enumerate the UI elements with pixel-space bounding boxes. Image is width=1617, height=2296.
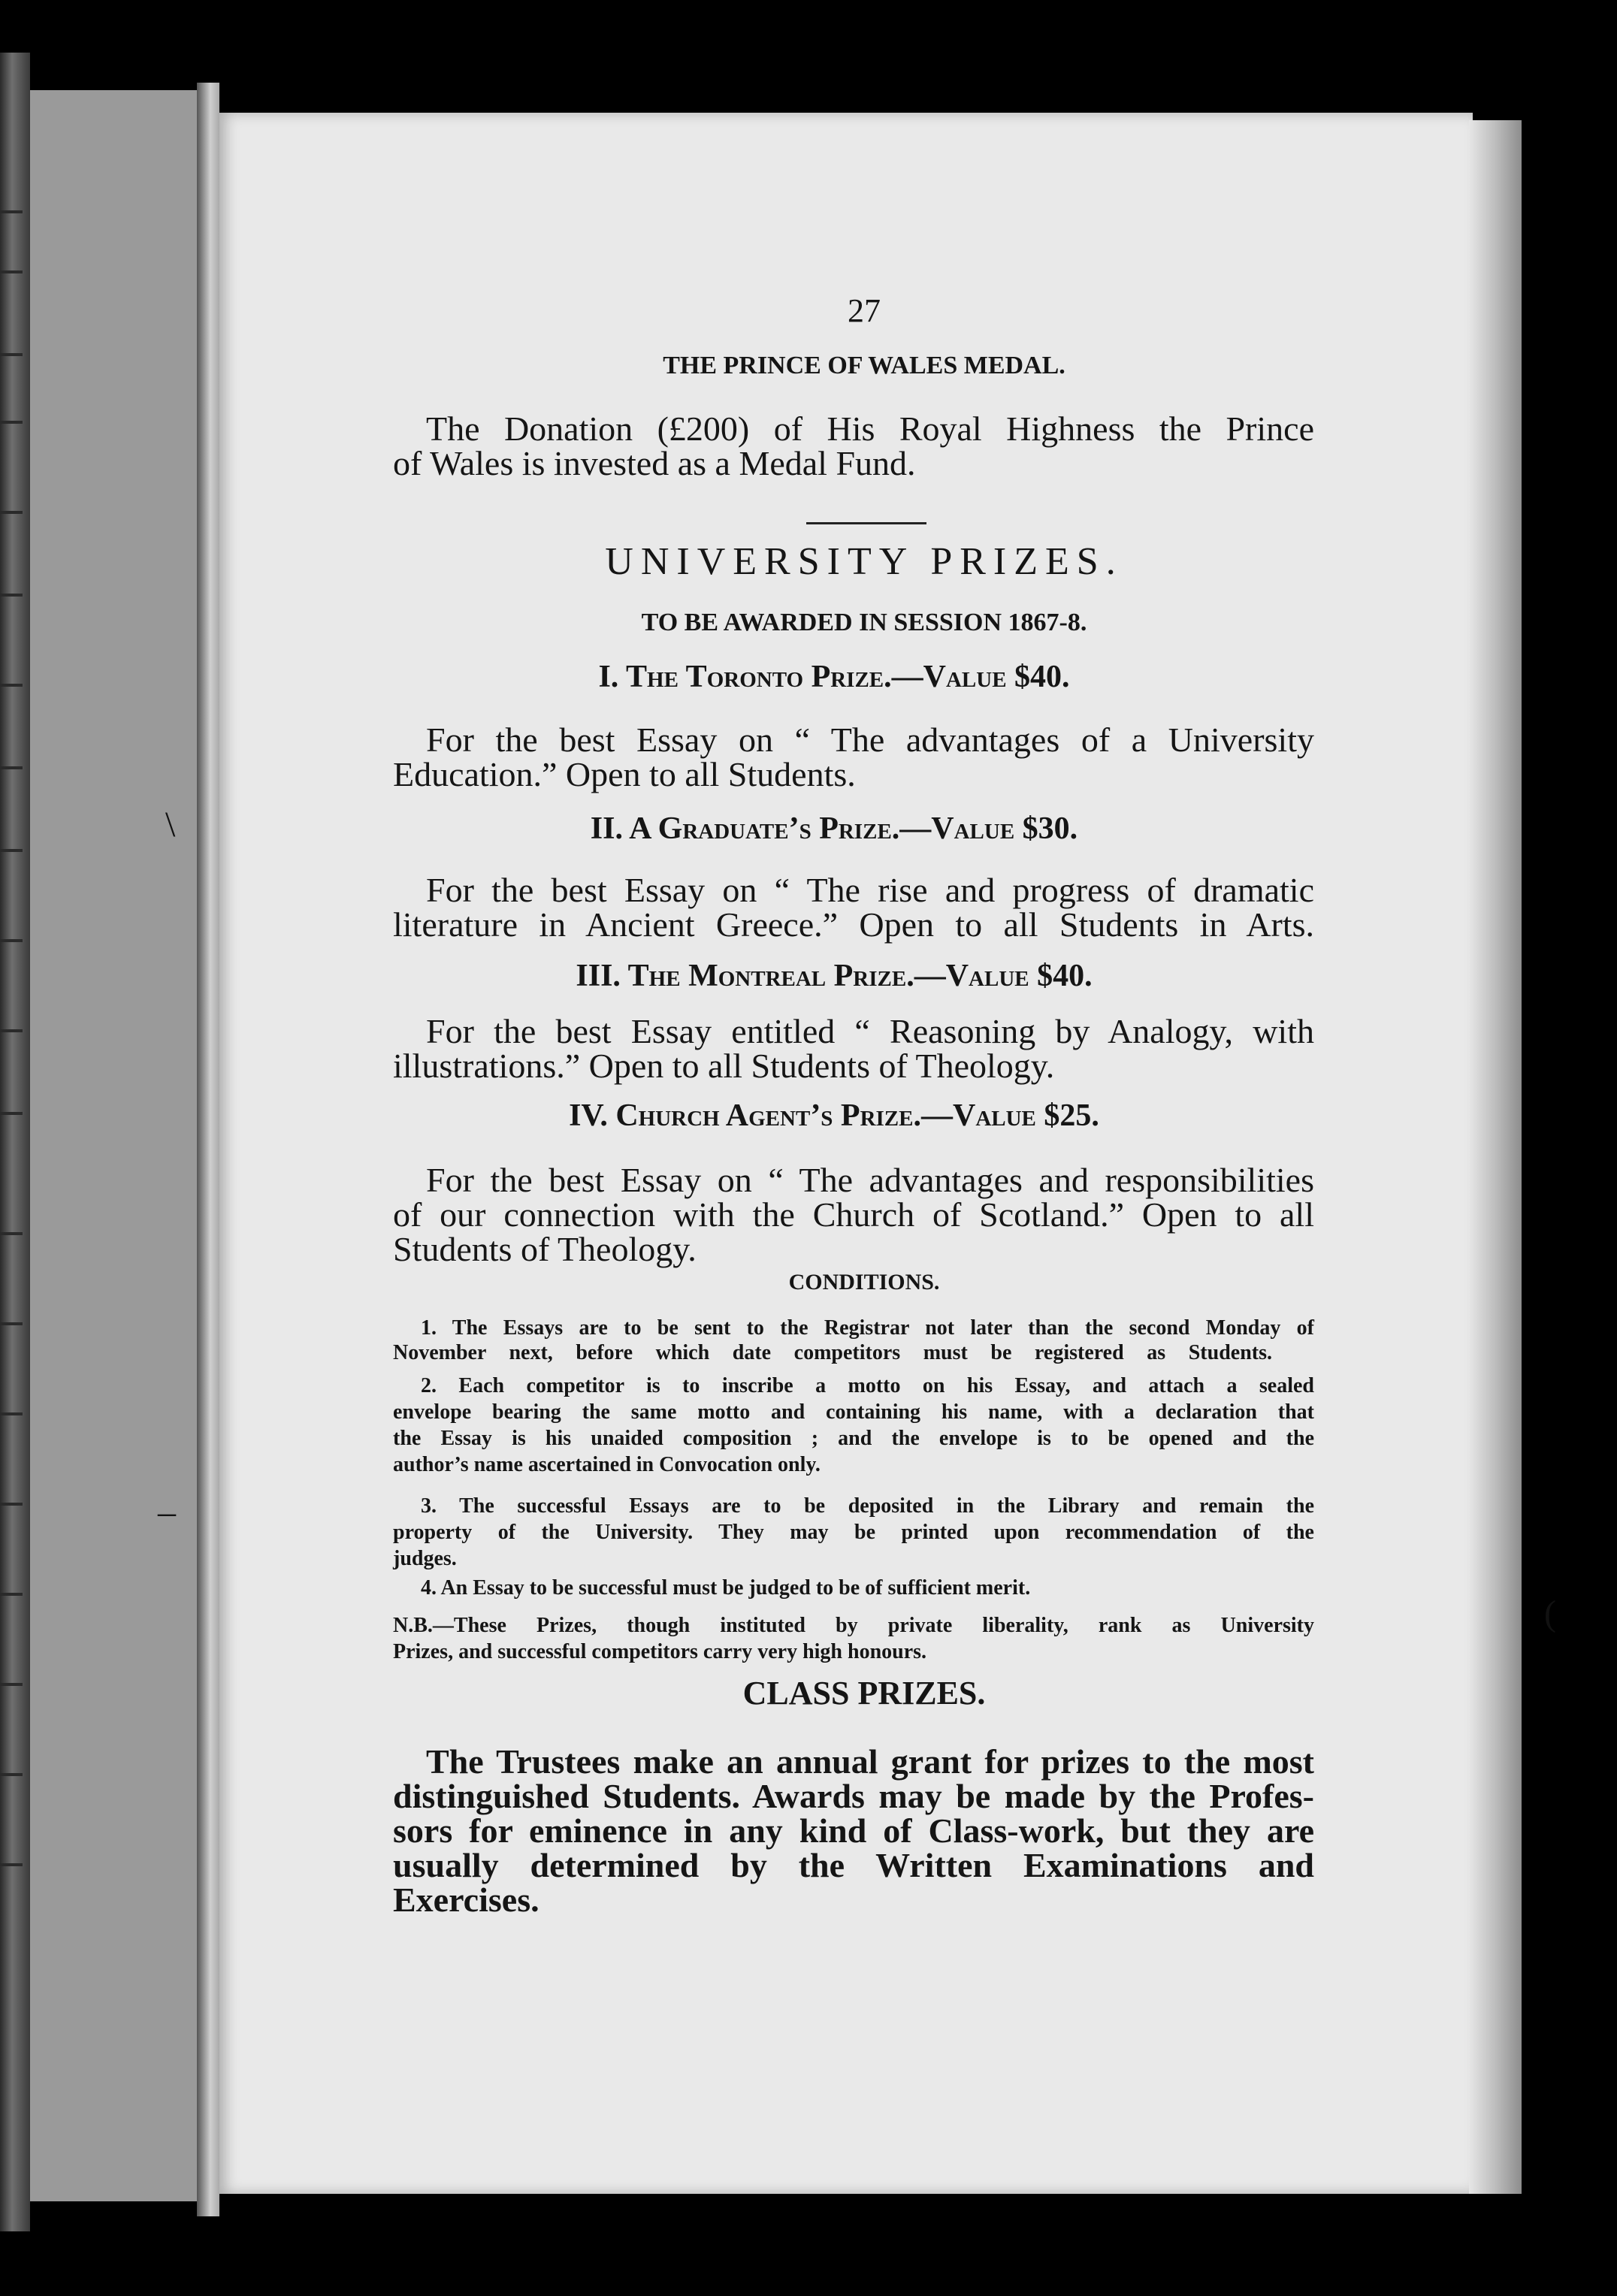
condition-line: author’s name ascertained in Convocation only. xyxy=(393,1453,821,1476)
condition-line: envelope bearing the same motto and containing his name, with a declaration that xyxy=(393,1400,1314,1424)
conditions-heading: CONDITIONS. xyxy=(788,1270,940,1295)
previous-page xyxy=(30,90,203,2201)
class-prizes-text-line: Exercises. xyxy=(393,1881,540,1919)
prize-text-line: literature in Ancient Greece.” Open to all Students in Arts. xyxy=(393,905,1314,944)
condition-line: 3. The successful Essays are to be deposited in the Library and remain the xyxy=(421,1494,1314,1518)
prize-title: II. A Graduate’s Prize.—Value $30. xyxy=(590,811,1078,846)
prize-title: I. The Toronto Prize.—Value $40. xyxy=(598,660,1070,694)
page-right-edge xyxy=(1469,120,1522,2194)
margin-mark: \ xyxy=(165,805,176,844)
condition-line: the Essay is his unaided composition ; and the envelope is to be opened and the xyxy=(393,1427,1314,1450)
prize-text-line: Students of Theology. xyxy=(393,1230,697,1268)
class-prizes-heading: CLASS PRIZES. xyxy=(742,1675,986,1711)
prize-title: IV. Church Agent’s Prize.—Value $25. xyxy=(569,1098,1099,1133)
book-spine xyxy=(197,83,219,2216)
prize-text-line: illustrations.” Open to all Students of Theology. xyxy=(393,1047,1055,1085)
condition-line: 4. An Essay to be successful must be judged to be of sufficient merit. xyxy=(421,1576,1031,1600)
medal-heading: THE PRINCE OF WALES MEDAL. xyxy=(663,352,1065,379)
condition-line: judges. xyxy=(393,1547,457,1570)
previous-page-edge xyxy=(0,53,30,2231)
prize-text-line: For the best Essay on “ The advantages of a University xyxy=(426,721,1314,759)
prize-text-line: For the best Essay on “ The rise and progress of dramatic xyxy=(426,871,1314,909)
condition-line: November next, before which date competitors must be registered as Students. xyxy=(393,1341,1272,1364)
class-prizes-text-line: usually determined by the Written Examinations and xyxy=(393,1846,1314,1884)
prize-text-line: For the best Essay entitled “ Reasoning by Analogy, with xyxy=(426,1012,1314,1050)
condition-line: property of the University. They may be printed upon recommendation of the xyxy=(393,1521,1314,1544)
margin-mark: ( xyxy=(1544,1594,1556,1633)
prize-text-line: of our connection with the Church of Scotland.” Open to all xyxy=(393,1195,1314,1234)
margin-mark: – xyxy=(158,1492,176,1532)
prize-title: III. The Montreal Prize.—Value $40. xyxy=(576,959,1093,993)
class-prizes-text-line: distinguished Students. Awards may be made by the Profes- xyxy=(393,1777,1314,1815)
condition-line: N.B.—These Prizes, though instituted by private liberality, rank as University xyxy=(393,1614,1314,1637)
prize-text-line: Education.” Open to all Students. xyxy=(393,755,856,793)
class-prizes-text-line: sors for eminence in any kind of Class-work, but they are xyxy=(393,1811,1314,1850)
prize-text-line: For the best Essay on “ The advantages and responsibilities xyxy=(426,1161,1314,1199)
page-number: 27 xyxy=(848,292,881,329)
condition-line: 2. Each competitor is to inscribe a motto on his Essay, and attach a sealed xyxy=(421,1374,1314,1397)
section-divider xyxy=(806,522,926,524)
session-subheading: TO BE AWARDED IN SESSION 1867-8. xyxy=(641,609,1087,636)
medal-text-line: The Donation (£200) of His Royal Highness the Prince xyxy=(426,409,1314,448)
condition-line: Prizes, and successful competitors carry very high honours. xyxy=(393,1640,927,1663)
class-prizes-text-line: The Trustees make an annual grant for prizes to the most xyxy=(426,1742,1314,1781)
medal-text-line: of Wales is invested as a Medal Fund. xyxy=(393,444,916,482)
university-prizes-heading: UNIVERSITY PRIZES. xyxy=(605,540,1123,583)
condition-line: 1. The Essays are to be sent to the Registrar not later than the second Monday of xyxy=(421,1316,1314,1340)
